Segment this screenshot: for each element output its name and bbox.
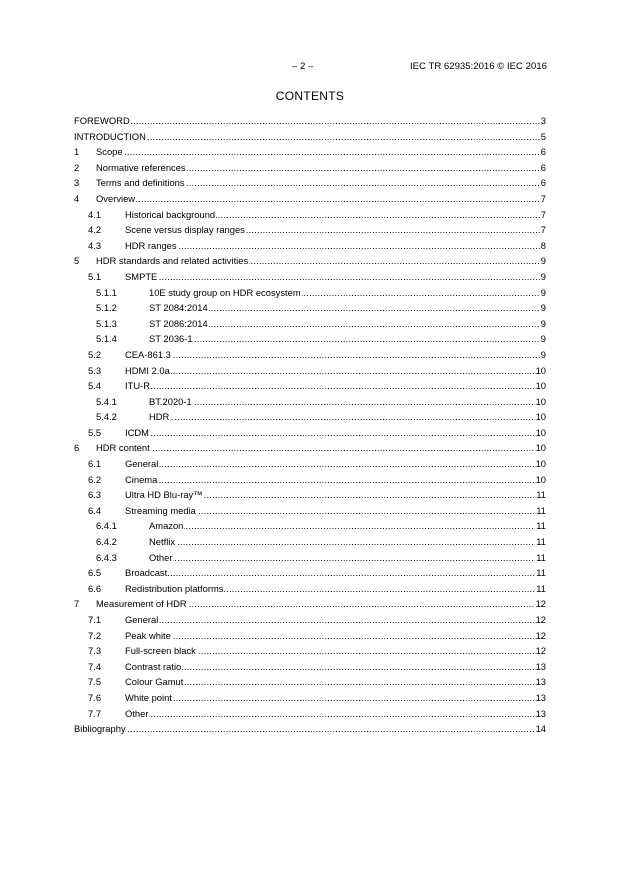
toc-entry-title: White point (125, 690, 173, 706)
dot-leader (125, 706, 546, 722)
toc-entry[interactable] (74, 394, 546, 410)
toc-entry[interactable] (74, 285, 546, 301)
toc-entry-title: Scope (96, 144, 124, 160)
toc-entry[interactable] (74, 425, 546, 441)
dot-leader (149, 409, 546, 425)
toc-entry-number: 5.5 (88, 426, 102, 438)
toc-entry[interactable] (74, 674, 546, 690)
toc-entry[interactable] (74, 409, 546, 425)
toc-entry-page: 9 (540, 285, 546, 301)
dot-leader (149, 394, 546, 410)
toc-entry-number: 6.4.1 (96, 520, 117, 532)
toc-entry-page: 9 (540, 331, 546, 347)
toc-entry-number: 4.1 (88, 208, 102, 220)
toc-entry-title: Bibliography (74, 721, 127, 737)
toc-entry-number: 6.4.2 (96, 536, 117, 548)
dot-leader (149, 331, 546, 347)
toc-entry[interactable] (74, 550, 546, 566)
toc-entry-number: 4.3 (88, 239, 102, 251)
toc-entry-title: CEA-861.3 (125, 347, 172, 363)
dot-leader (125, 347, 546, 363)
toc-entry-page: 9 (540, 269, 546, 285)
toc-entry-title: ICDM (125, 425, 150, 441)
toc-entry-page: 10 (535, 378, 546, 394)
toc-entry-page: 10 (535, 409, 546, 425)
toc-entry[interactable] (74, 659, 546, 675)
dot-leader (149, 518, 546, 534)
toc-entry-number: 5.4.1 (96, 395, 117, 407)
toc-entry-page: 10 (535, 425, 546, 441)
dot-leader (125, 612, 546, 628)
toc-entry-title: Other (149, 550, 173, 566)
toc-entry[interactable] (74, 690, 546, 706)
table-of-contents (74, 113, 546, 737)
toc-entry-number: 7.4 (88, 660, 102, 672)
toc-entry-title: BT.2020-1 (149, 394, 193, 410)
toc-entry-number: 5.2 (88, 348, 102, 360)
toc-entry-number: 7.5 (88, 676, 102, 688)
dot-leader (125, 238, 546, 254)
toc-entry-title: Netflix (149, 534, 176, 550)
toc-entry[interactable] (74, 628, 546, 644)
document-reference: IEC TR 62935:2016 © IEC 2016 (409, 61, 547, 72)
toc-entry-number: 5.1 (88, 270, 102, 282)
toc-entry[interactable] (74, 347, 546, 363)
toc-entry[interactable] (74, 253, 546, 269)
dot-leader (125, 363, 546, 379)
toc-entry-page: 8 (540, 238, 546, 254)
toc-entry[interactable] (74, 238, 546, 254)
toc-entry[interactable] (74, 300, 546, 316)
toc-entry[interactable] (74, 129, 546, 145)
toc-entry-number: 3 (74, 177, 80, 189)
page-number: – 2 – (292, 61, 314, 72)
toc-entry-page: 9 (540, 316, 546, 332)
toc-entry-title: Overview (96, 191, 136, 207)
toc-entry[interactable] (74, 316, 546, 332)
toc-entry-title: Contrast ratio (125, 659, 182, 675)
toc-entry[interactable] (74, 222, 546, 238)
toc-entry-page: 13 (535, 659, 546, 675)
toc-entry-page: 12 (535, 596, 546, 612)
toc-entry[interactable] (74, 706, 546, 722)
toc-entry-number: 5 (74, 255, 80, 267)
toc-entry-page: 11 (535, 503, 546, 519)
toc-entry[interactable] (74, 596, 546, 612)
toc-entry-page: 3 (540, 113, 546, 129)
toc-entry-page: 5 (540, 129, 546, 145)
toc-entry-page: 10 (535, 456, 546, 472)
toc-entry-page: 11 (535, 534, 546, 550)
toc-entry-page: 9 (540, 300, 546, 316)
toc-entry-page: 13 (535, 674, 546, 690)
toc-entry-title: Full-screen black (125, 643, 197, 659)
toc-entry-number: 6.4 (88, 504, 102, 516)
toc-entry-title: ST 2036-1 (149, 331, 194, 347)
toc-entry[interactable] (74, 503, 546, 519)
toc-entry-page: 6 (540, 144, 546, 160)
toc-entry[interactable] (74, 581, 546, 597)
toc-entry-page: 10 (535, 472, 546, 488)
toc-entry-page: 11 (535, 550, 546, 566)
toc-entry-number: 6.3 (88, 489, 102, 501)
toc-entry-title: INTRODUCTION (74, 129, 147, 145)
toc-entry-title: HDR standards and related activities (96, 253, 249, 269)
dot-leader (125, 269, 546, 285)
toc-entry-number: 6.5 (88, 567, 102, 579)
toc-entry-title: General (125, 456, 159, 472)
toc-entry-page: 10 (535, 363, 546, 379)
dot-leader (125, 674, 546, 690)
toc-entry-title: Ultra HD Blu-ray™ (125, 487, 204, 503)
toc-entry-page: 9 (540, 253, 546, 269)
toc-entry[interactable] (74, 612, 546, 628)
toc-entry-title: Broadcast (125, 565, 168, 581)
toc-entry-number: 7.6 (88, 691, 102, 703)
toc-entry-page: 10 (535, 440, 546, 456)
toc-entry-page: 7 (540, 207, 546, 223)
toc-entry-number: 2 (74, 161, 80, 173)
toc-entry-title: Amazon (149, 518, 184, 534)
toc-entry-number: 5.3 (88, 364, 102, 376)
toc-entry-page: 6 (540, 160, 546, 176)
toc-entry-page: 11 (535, 487, 546, 503)
toc-entry-title: Redistribution platforms (125, 581, 224, 597)
toc-entry-number: 6.6 (88, 582, 102, 594)
toc-entry-title: Other (125, 706, 149, 722)
toc-entry-page: 12 (535, 612, 546, 628)
toc-entry-page: 13 (535, 706, 546, 722)
toc-entry[interactable] (74, 565, 546, 581)
dot-leader (125, 690, 546, 706)
toc-entry-title: HDMI 2.0a (125, 363, 171, 379)
toc-entry-title: Colour Gamut (125, 674, 184, 690)
toc-entry[interactable] (74, 191, 546, 207)
toc-entry-number: 5.4.2 (96, 411, 117, 423)
toc-entry-page: 10 (535, 394, 546, 410)
toc-entry-number: 6 (74, 442, 80, 454)
toc-entry-page: 11 (535, 581, 546, 597)
page-header (0, 61, 620, 75)
toc-entry[interactable] (74, 518, 546, 534)
dot-leader (125, 378, 546, 394)
toc-entry[interactable] (74, 456, 546, 472)
toc-entry-number: 4 (74, 192, 80, 204)
toc-entry-number: 7.3 (88, 645, 102, 657)
toc-entry-number: 5.1.2 (96, 302, 117, 314)
toc-entry-title: ST 2084:2014 (149, 300, 209, 316)
toc-entry-page: 14 (535, 721, 546, 737)
toc-entry-number: 5.1.1 (96, 286, 117, 298)
toc-entry-title: Measurement of HDR (96, 596, 188, 612)
toc-entry-title: Scene versus display ranges (125, 222, 246, 238)
toc-entry-title: HDR ranges (125, 238, 178, 254)
toc-entry[interactable] (74, 175, 546, 191)
dot-leader (149, 550, 546, 566)
toc-entry[interactable] (74, 207, 546, 223)
dot-leader (74, 721, 546, 737)
toc-entry[interactable] (74, 487, 546, 503)
dot-leader (149, 534, 546, 550)
toc-entry-page: 7 (540, 191, 546, 207)
toc-entry-number: 7.1 (88, 614, 102, 625)
toc-entry[interactable] (74, 269, 546, 285)
toc-entry[interactable] (74, 643, 546, 659)
toc-entry[interactable] (74, 534, 546, 550)
toc-entry-number: 5.1.4 (96, 333, 117, 345)
toc-entry-number: 6.2 (88, 473, 102, 485)
toc-entry[interactable] (74, 113, 546, 129)
toc-entry-page: 12 (535, 628, 546, 644)
toc-entry[interactable] (74, 144, 546, 160)
toc-entry-number: 7.2 (88, 629, 102, 641)
toc-entry-title: Streaming media (125, 503, 197, 519)
dot-leader (125, 565, 546, 581)
dot-leader (96, 440, 546, 456)
toc-entry-title: FOREWORD (74, 113, 131, 129)
toc-entry-title: ST 2086:2014 (149, 316, 209, 332)
toc-entry-number: 7.7 (88, 707, 102, 719)
toc-entry[interactable] (74, 160, 546, 176)
dot-leader (96, 191, 546, 207)
toc-entry[interactable] (74, 472, 546, 488)
toc-entry-number: 7 (74, 598, 80, 610)
toc-entry-number: 5.1.3 (96, 317, 117, 329)
toc-entry-page: 13 (535, 690, 546, 706)
toc-entry-page: 9 (540, 347, 546, 363)
toc-entry-title: General (125, 612, 159, 628)
toc-entry[interactable] (74, 440, 546, 456)
toc-entry-title: Historical background (125, 207, 216, 223)
dot-leader (96, 144, 546, 160)
dot-leader (125, 425, 546, 441)
toc-entry[interactable] (74, 363, 546, 379)
toc-entry-number: 6.1 (88, 458, 102, 470)
toc-entry-title: SMPTE (125, 269, 158, 285)
toc-entry-title: Cinema (125, 472, 158, 488)
toc-entry-number: 5.4 (88, 380, 102, 392)
toc-entry-title: Peak white (125, 628, 172, 644)
toc-entry-number: 4.2 (88, 224, 102, 236)
dot-leader (74, 113, 546, 129)
toc-entry[interactable] (74, 378, 546, 394)
toc-entry[interactable] (74, 331, 546, 347)
toc-entry-page: 6 (540, 175, 546, 191)
dot-leader (125, 628, 546, 644)
toc-entry-title: HDR content (96, 440, 151, 456)
toc-entry-page: 11 (535, 518, 546, 534)
toc-entry-title: Normative references (96, 160, 187, 176)
toc-entry-page: 7 (540, 222, 546, 238)
toc-entry-title: Terms and definitions (96, 175, 186, 191)
toc-entry-title: ITU-R (125, 378, 151, 394)
dot-leader (125, 659, 546, 675)
toc-entry-title: 10E study group on HDR ecosystem (149, 285, 302, 301)
toc-entry-page: 11 (535, 565, 546, 581)
contents-heading: CONTENTS (275, 89, 345, 103)
toc-entry-number: 6.4.3 (96, 551, 117, 563)
toc-entry[interactable] (74, 721, 546, 737)
toc-entry-number: 1 (74, 146, 80, 158)
toc-entry-title: HDR (149, 409, 170, 425)
toc-entry-page: 12 (535, 643, 546, 659)
dot-leader (125, 472, 546, 488)
dot-leader (125, 456, 546, 472)
